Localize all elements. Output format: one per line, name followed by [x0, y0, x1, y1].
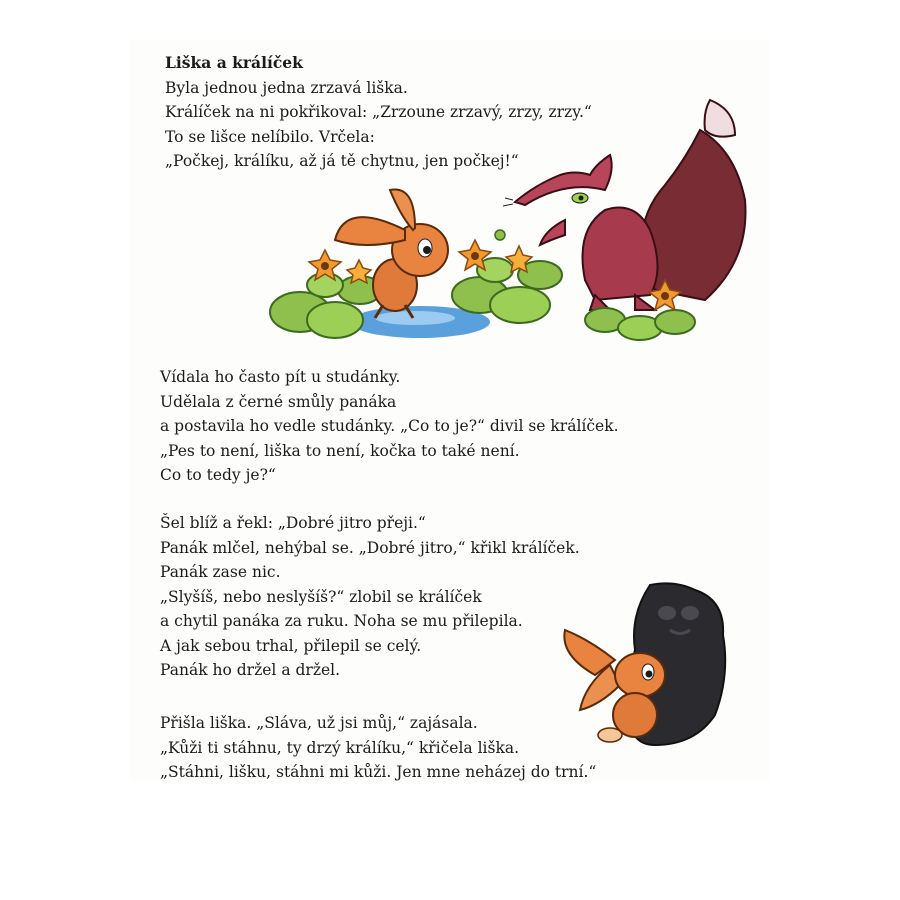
text-line: Šel blíž a řekl: „Dobré jitro přeji.“: [160, 514, 426, 532]
text-line: Panák ho držel a držel.: [160, 661, 341, 679]
text-line: Byla jednou jedna zrzavá liška.: [165, 78, 408, 97]
text-line: Co to tedy je?“: [160, 466, 276, 484]
text-line: To se lišce nelíbilo. Vrčela:: [165, 127, 375, 146]
text-line: a postavila ho vedle studánky. „Co to je?“ divil se králíček.: [160, 417, 619, 435]
water-highlight: [375, 311, 455, 325]
text-line: „Pes to není, liška to není, kočka to také není.: [160, 441, 520, 460]
text-line: „Stáhni, lišku, stáhni mi kůži. Jen mne neházej do trní.“: [160, 763, 597, 781]
paragraph-4: [160, 711, 596, 785]
text-line: Králíček na ni pokřikoval: „Zrzoune zrzavý, zrzy, zrzy.“: [165, 103, 592, 121]
text-line: „Kůži ti stáhnu, ty drzý králíku,“ křičela liška.: [160, 738, 520, 757]
fox-and-rabbit-illustration: [265, 90, 765, 350]
text-line: „Slyšíš, nebo neslyšíš?“ zlobil se králíček: [160, 587, 482, 606]
text-line: Panák zase nic.: [160, 563, 281, 581]
text-line: „Počkej, králíku, až já tě chytnu, jen počkej!“: [165, 152, 519, 170]
story-title: Liška a králíček: [165, 53, 303, 72]
paragraph-2: [160, 365, 619, 488]
text-line: A jak sebou trhal, přilepil se celý.: [160, 636, 422, 655]
text-line: Panák mlčel, nehýbal se. „Dobré jitro,“ křikl králíček.: [160, 538, 580, 557]
text-line: Udělala z černé smůly panáka: [160, 392, 397, 411]
text-line: a chytil panáka za ruku. Noha se mu přilepila.: [160, 612, 523, 630]
rabbit-stuck-to-tar-figure-illustration: [555, 575, 740, 750]
text-line: Vídala ho často pít u studánky.: [160, 368, 401, 386]
paragraph-3: [160, 511, 580, 683]
text-line: Přišla liška. „Sláva, už jsi můj,“ zajásala.: [160, 714, 478, 732]
